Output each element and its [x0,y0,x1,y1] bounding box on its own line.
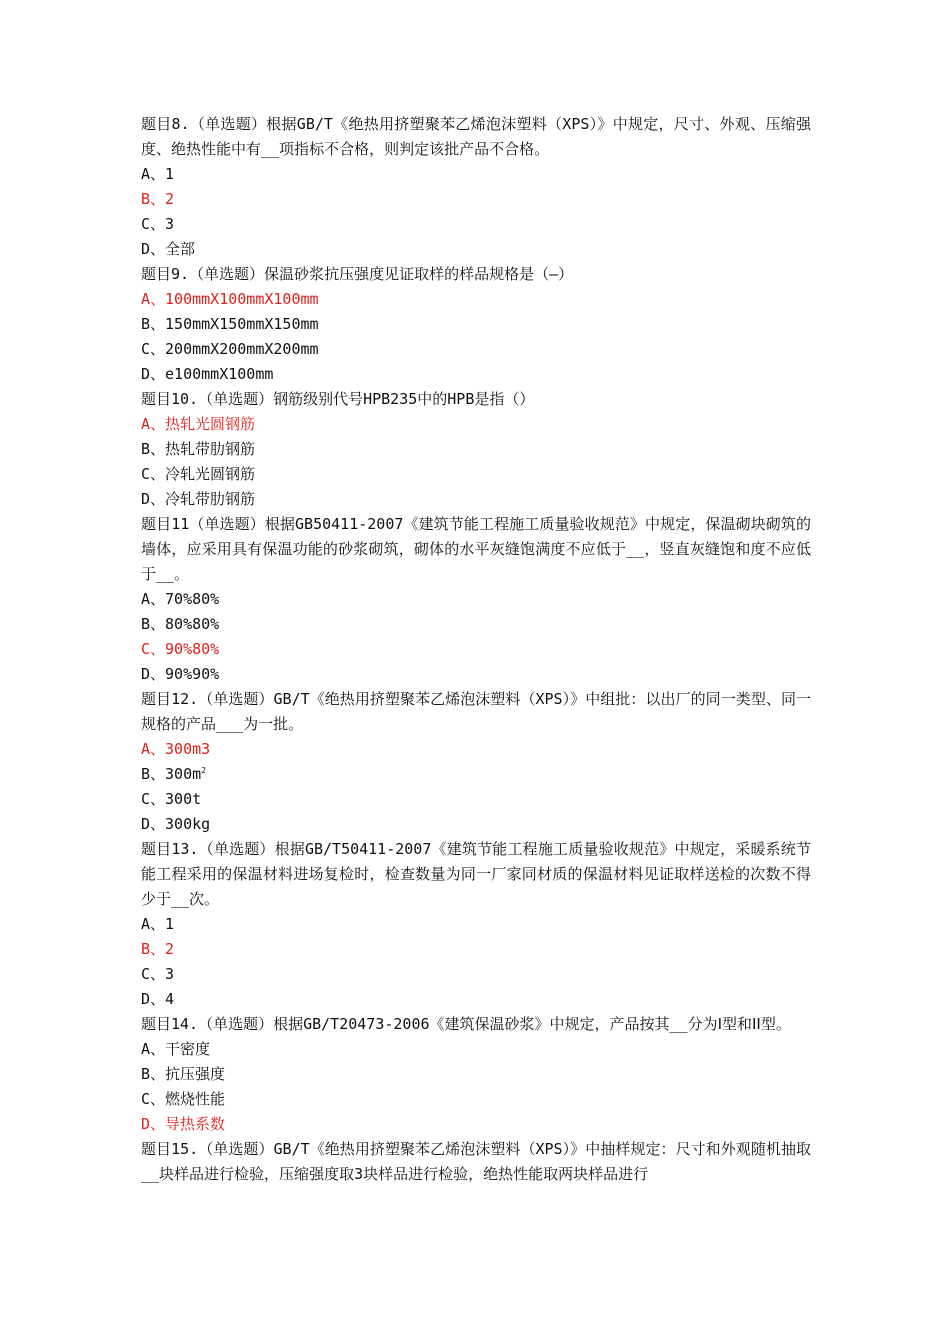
question-text: 题目14.（单选题）根据GB/T20473-2006《建筑保温砂浆》中规定，产品按其__分为Ⅰ型和ⅠⅠ型。 [141,1015,791,1033]
question-block [141,112,811,262]
option-d: D、4 [141,990,175,1008]
question-block [141,837,811,1012]
question-text: 题目9.（单选题）保温砂浆抗压强度见证取样的样品规格是（—） [141,265,574,283]
option-d: D、300kg [141,815,211,833]
option-a-correct-answer: A、热轧光圆钢筋 [141,415,256,433]
option-b: B、80%80% [141,615,220,633]
option-b-label: B、300m [141,765,202,783]
question-block [141,262,811,387]
question-block [141,1137,811,1187]
question-text: 题目11（单选题）根据GB50411-2007《建筑节能工程施工质量验收规范》中规定，保温砌块砌筑的墙体，应采用具有保温功能的砂浆砌筑，砌体的水平灰缝饱满度不应低于__，竖直灰缝饱和度不应低于__。 [141,515,811,583]
question-text: 题目12.（单选题）GB/T《绝热用挤塑聚苯乙烯泡沫塑料（XPS）》中组批：以出厂的同一类型、同一规格的产品___为一批。 [141,690,811,733]
option-b-correct-answer: B、2 [141,940,175,958]
option-b: B、热轧带肋钢筋 [141,440,256,458]
option-a-correct-answer: A、300m3 [141,740,211,758]
option-c-correct-answer: C、90%80% [141,640,220,658]
option-d: D、e100mmX100mm [141,365,274,383]
option-d-correct-answer: D、导热系数 [141,1115,226,1133]
option-b: B、抗压强度 [141,1065,226,1083]
question-text: 题目8.（单选题）根据GB/T《绝热用挤塑聚苯乙烯泡沫塑料（XPS）》中规定，尺寸、外观、压缩强度、绝热性能中有__项指标不合格，则判定该批产品不合格。 [141,115,811,158]
option-a: A、70%80% [141,590,220,608]
question-block [141,512,811,687]
option-b: B、150mmX150mmX150mm [141,315,319,333]
option-b-correct-answer: B、2 [141,190,175,208]
option-a: A、1 [141,165,175,183]
option-c: C、3 [141,215,175,233]
option-c: C、3 [141,965,175,983]
option-d: D、全部 [141,240,196,258]
option-d: D、冷轧带肋钢筋 [141,490,256,508]
question-text: 题目10.（单选题）钢筋级别代号HPB235中的HPB是指（） [141,390,535,408]
question-block [141,687,811,837]
question-list [141,112,811,1187]
question-text: 题目15.（单选题）GB/T《绝热用挤塑聚苯乙烯泡沫塑料（XPS）》中抽样规定：尺寸和外观随机抽取__块样品进行检验，压缩强度取3块样品进行检验，绝热性能取两块样品进行 [141,1140,811,1183]
option-d: D、90%90% [141,665,220,683]
option-c: C、300t [141,790,202,808]
option-c: C、燃烧性能 [141,1090,226,1108]
question-block [141,1012,811,1137]
option-c: C、200mmX200mmX200mm [141,340,319,358]
option-a: A、1 [141,915,175,933]
option-b [141,762,811,787]
option-b-superscript: 2 [201,766,206,775]
question-block [141,387,811,512]
option-c: C、冷轧光圆钢筋 [141,465,256,483]
option-a: A、干密度 [141,1040,211,1058]
option-a-correct-answer: A、100mmX100mmX100mm [141,290,319,308]
question-text: 题目13.（单选题）根据GB/T50411-2007《建筑节能工程施工质量验收规范》中规定，采暖系统节能工程采用的保温材料进场复检时，检查数量为同一厂家同材质的保温材料见证取样送检的次数不得少于__次。 [141,840,811,908]
